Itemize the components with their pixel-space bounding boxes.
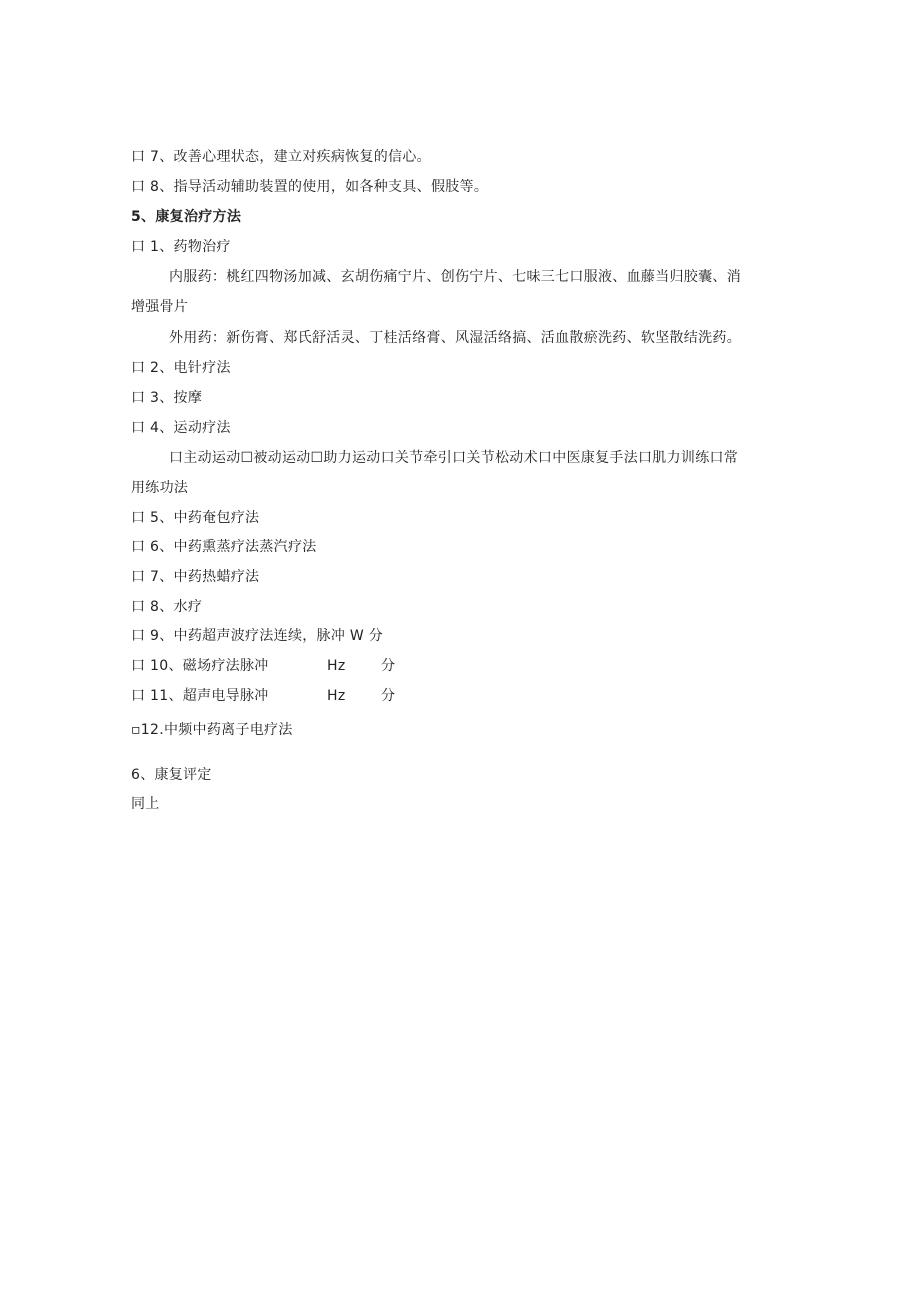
method-10-magnetic [131, 656, 431, 676]
section-6-heading: 6、康复评定 [131, 767, 212, 783]
section-5-heading: 5、康复治疗方法 [131, 209, 242, 225]
method-1-medication: 口 1、药物治疗 [131, 239, 231, 255]
item-8-assistive-devices: 口 8、指导活动辅助装置的使用，如各种支具、假肢等。 [131, 179, 489, 195]
method-7-herbal-wax: 口 7、中药热蜡疗法 [131, 569, 260, 585]
method-5-herbal-compress: 口 5、中药奄包疗法 [131, 510, 260, 526]
method-10-minute-unit: 分 [381, 658, 396, 674]
method-10-label: 口 10、磁场疗法脉冲 [131, 658, 269, 674]
external-medicine: 外用药：新伤膏、郑氏舒活灵、丁桂活络膏、风湿活络搞、活血散瘀洗药、软坚散结洗药。 [169, 330, 741, 346]
method-12-iontophoresis: ▫12.中频中药离子电疗法 [131, 722, 293, 738]
exercise-options-line-1: 口主动运动☐被动运动☐助力运动口关节牵引口关节松动术口中医康复手法口肌力训练口常 [169, 450, 739, 466]
method-11-minute-unit: 分 [381, 688, 396, 704]
method-11-hz-unit: Hz [327, 688, 346, 704]
method-10-hz-unit: Hz [327, 658, 346, 674]
method-11-ultrasonic-conduction [131, 686, 431, 706]
method-4-exercise: 口 4、运动疗法 [131, 420, 231, 436]
method-11-label: 口 11、超声电导脉冲 [131, 688, 269, 704]
exercise-options-line-2: 用练功法 [131, 480, 189, 496]
method-9-ultrasound: 口 9、中药超声波疗法连续，脉冲 W 分 [131, 628, 384, 644]
same-as-above: 同上 [131, 796, 160, 812]
method-2-electroacupuncture: 口 2、电针疗法 [131, 360, 231, 376]
method-8-hydrotherapy: 口 8、水疗 [131, 599, 203, 615]
method-6-herbal-steam: 口 6、中药熏蒸疗法蒸汽疗法 [131, 539, 317, 555]
oral-medicine-line-2: 增强骨片 [131, 299, 189, 315]
item-7-psychology: 口 7、改善心理状态，建立对疾病恢复的信心。 [131, 149, 431, 165]
oral-medicine-line-1: 内服药：桃红四物汤加减、玄胡伤痛宁片、创伤宁片、七味三七口服液、血藤当归胶囊、消 [169, 269, 741, 285]
method-3-massage: 口 3、按摩 [131, 390, 203, 406]
